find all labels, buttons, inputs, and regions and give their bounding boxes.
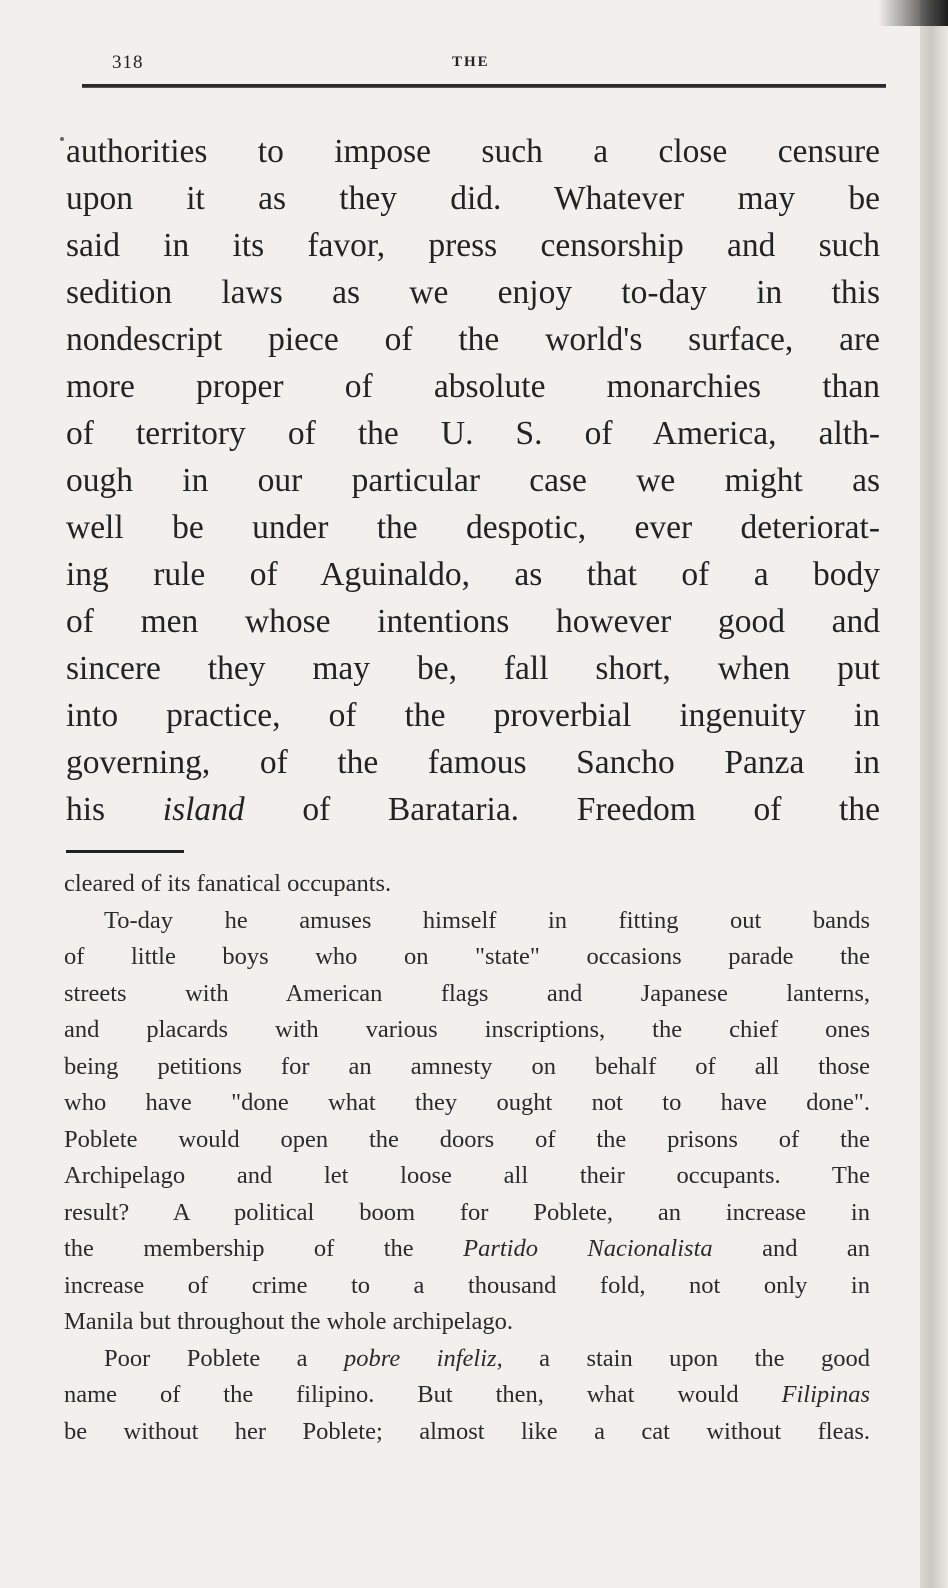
footnote-line xyxy=(64,1341,870,1378)
body-line-last xyxy=(66,786,880,833)
body-line: ing rule of Aguinaldo, as that of a body xyxy=(66,556,880,593)
italic-partido-nacionalista: Partido Nacionalista xyxy=(463,1235,713,1262)
footnote-line: increase of crime to a thousand fold, not only in xyxy=(64,1271,870,1299)
footnote-line: of little boys who on "state" occasions parade the xyxy=(64,943,870,970)
body-line: sedition laws as we enjoy to-day in this xyxy=(66,274,880,311)
text-run: of Barataria. Freedom of the xyxy=(244,791,880,828)
footnotes xyxy=(64,866,870,1450)
page-number: 318 xyxy=(112,52,144,73)
footnote-line: result? A political boom for Poblete, an increase in xyxy=(64,1198,870,1226)
footnote-rule xyxy=(66,850,184,853)
text-run: his xyxy=(66,791,163,828)
body-line: ough in our particular case we might as xyxy=(66,462,880,499)
italic-pobre-infeliz: pobre infeliz, xyxy=(343,1344,503,1372)
body-line: more proper of absolute monarchies than xyxy=(66,368,880,405)
text-run: the membership of the xyxy=(64,1235,464,1262)
running-head: THE xyxy=(452,54,490,70)
body-line: said in its favor, press censorship and such xyxy=(66,227,880,264)
body-line: authorities to impose such a close censure xyxy=(66,133,880,170)
text-run: a stain upon the good xyxy=(502,1344,871,1372)
body-line: of territory of the U. S. of America, alth- xyxy=(66,415,880,452)
body-line: well be under the despotic, ever deteriorat- xyxy=(66,509,880,546)
page-header xyxy=(82,48,888,78)
text-run: name of the filipino. But then, what would xyxy=(64,1381,782,1408)
print-speck xyxy=(60,137,64,141)
italic-island: island xyxy=(162,791,245,828)
footnote-line xyxy=(64,1377,870,1414)
footnote-line: Archipelago and let loose all their occupants. The xyxy=(64,1162,870,1189)
body-line: nondescript piece of the world's surface, are xyxy=(66,321,880,358)
header-rule xyxy=(82,84,886,88)
italic-filipinas: Filipinas xyxy=(781,1381,870,1408)
footnote-line: cleared of its fanatical occupants. xyxy=(64,870,392,897)
page-edge-shadow xyxy=(920,0,948,1588)
body-line: governing, of the famous Sancho Panza in xyxy=(66,744,880,781)
footnote-line: be without her Poblete; almost like a cat without fleas. xyxy=(64,1417,870,1445)
text-run: and an xyxy=(712,1235,871,1262)
footnote-line: being petitions for an amnesty on behalf of all those xyxy=(64,1052,870,1080)
corner-shadow xyxy=(878,0,948,26)
footnote-line: Manila but throughout the whole archipelago. xyxy=(64,1308,514,1335)
body-line: into practice, of the proverbial ingenuity in xyxy=(66,697,880,734)
footnote-line: who have "done what they ought not to have done". xyxy=(64,1089,870,1116)
footnote-line: streets with American flags and Japanese lanterns, xyxy=(64,979,870,1007)
footnote-line: and placards with various inscriptions, the chief ones xyxy=(64,1016,870,1043)
body-line: sincere they may be, fall short, when put xyxy=(66,650,880,687)
footnote-line xyxy=(64,1231,870,1268)
footnote-line: To-day he amuses himself in fitting out bands xyxy=(104,906,870,934)
text-run: Poor Poblete a xyxy=(104,1344,344,1372)
body-line: upon it as they did. Whatever may be xyxy=(66,180,880,217)
body-line: of men whose intentions however good and xyxy=(66,603,880,640)
footnote-line: Poblete would open the doors of the prisons of the xyxy=(64,1125,870,1153)
main-text xyxy=(66,128,880,833)
